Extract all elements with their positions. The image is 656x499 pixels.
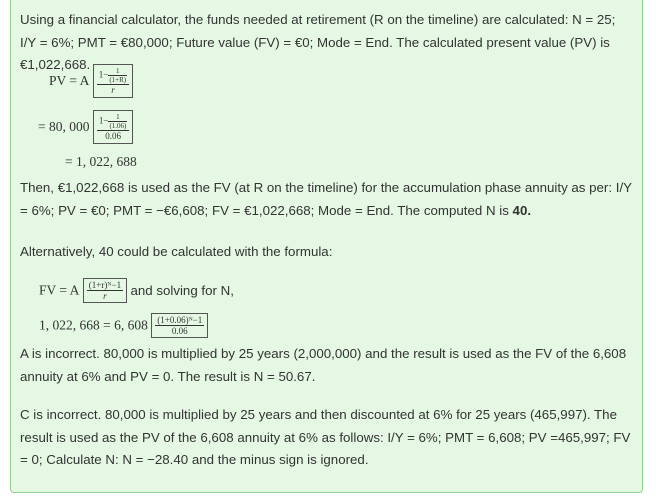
equation-lhs: 1, 022, 668 = 6, 608: [39, 317, 148, 333]
computed-n-value: 40.: [512, 202, 532, 218]
equation-lhs: = 80, 000: [38, 119, 90, 134]
fraction-numerator: (1+r)ᴺ−1: [88, 280, 122, 290]
paragraph-alternative: Alternatively, 40 could be calculated with the formula:: [20, 244, 333, 259]
fraction-numerator: [97, 113, 130, 131]
inner-numerator: 1: [108, 113, 127, 122]
fraction-denominator: r: [103, 291, 107, 301]
explanation-panel: [10, 0, 643, 493]
fraction-denominator: r: [111, 85, 115, 95]
fraction: [97, 113, 130, 141]
paragraph-accumulation-phase: [20, 177, 632, 222]
equation-pv-result: = 1, 022, 688: [65, 154, 137, 169]
bracket-group: [151, 313, 208, 338]
equation-fv-values: [39, 313, 208, 338]
fraction-numerator: (1+0.06)ᴺ−1: [157, 315, 203, 325]
paragraph-text: Then, €1,022,668 is used as the FV (at R on the timeline) for the accumulation phase annuity as per: I/Y = 6%; PV = €0; PMT = −€6,608; FV = €1,022,668; Mode = End. The computed N is: [20, 180, 632, 218]
fraction-denominator: 0.06: [105, 131, 121, 141]
paragraph-retirement-funds: Using a financial calculator, the funds needed at retirement (R on the timeline) are calculated: N = 25; I/Y = 6%; PMT = €80,000; Future value (FV) = €0; Mode = End. The calculated present value (PV) is €1,022,668.: [20, 12, 616, 72]
equation-lhs: FV = A: [39, 282, 80, 298]
inner-denominator: (1.06): [109, 122, 127, 130]
paragraph-option-c: C is incorrect. 80,000 is multiplied by 25 years and then discounted at 6% for 25 years (465,997). The result is used as the PV of the 6,608 annuity at 6% as follows: I/Y = 6%; PMT = 6,608; PV =465,997; FV = 0; Calculate N: N = −28.40 and the minus sign is ignored.: [20, 407, 631, 467]
equation-fv-formula: [39, 278, 234, 303]
fraction: [97, 67, 129, 95]
paragraph-option-a: A is incorrect. 80,000 is multiplied by 25 years (2,000,000) and the result is used as the FV of the 6,608 annuity at 6% and PV = 0. The result is N = 50.67.: [20, 346, 627, 384]
fraction: [87, 280, 123, 301]
inner-fraction: [108, 113, 127, 130]
equation-trailing-text: and solving for N,: [130, 283, 234, 298]
bracket-group: [93, 110, 134, 144]
inner-denominator: (1+R): [109, 76, 127, 84]
inner-fraction: [108, 67, 127, 84]
bracket-group: [83, 278, 127, 303]
inner-numerator: 1: [108, 67, 127, 76]
fraction: [155, 315, 204, 336]
numerator-one-minus: 1−: [98, 115, 109, 126]
fraction-numerator: [97, 67, 129, 85]
equation-lhs: PV = A: [49, 73, 90, 88]
equation-pv-values: [38, 110, 133, 144]
numerator-one-minus: 1−: [98, 69, 109, 80]
fraction-denominator: 0.06: [171, 326, 188, 336]
equation-pv-formula: [49, 64, 133, 98]
bracket-group: [93, 64, 133, 98]
